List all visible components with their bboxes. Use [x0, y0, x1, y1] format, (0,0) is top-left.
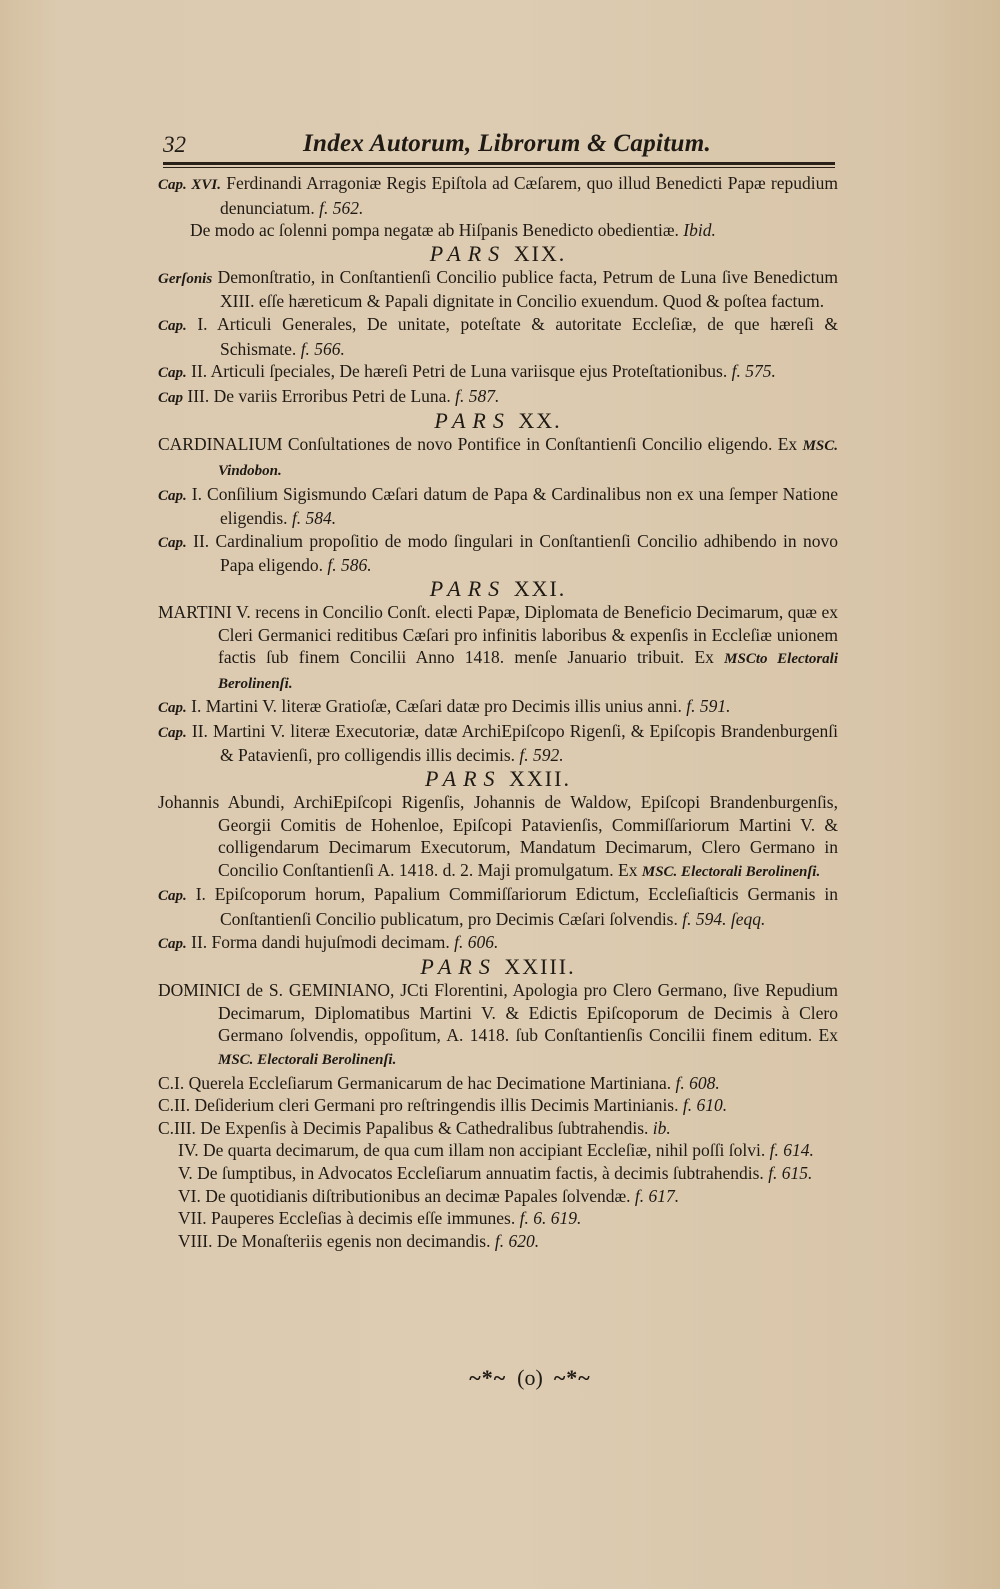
entry-text: V. De ſumptibus, in Advocatos Eccleſiarum annuatim factis, à decimis ſubtrahendis.: [178, 1162, 764, 1183]
chapter-entry: [158, 313, 838, 360]
chapter-entry: [158, 266, 838, 313]
part-heading: [158, 955, 838, 979]
chapter-label: Cap.: [158, 935, 187, 952]
index-entry: [158, 601, 838, 695]
entry-text: I. Epiſcoporum horum, Papalium Commiſſariorum Edictum, Eccleſiaſticis Germanis in Conſtantienſi Concilio publicatum, pro Decimis Cæſari ſolvendis.: [195, 884, 839, 930]
folio-reference: f. 562.: [319, 197, 364, 218]
running-title: Index Autorum, Librorum & Capitum.: [303, 130, 711, 157]
folio-reference: f. 575.: [731, 361, 776, 382]
folio-reference: f. 584.: [291, 508, 337, 529]
chapter-entry: [158, 695, 838, 720]
folio-reference: f. 608.: [675, 1072, 720, 1093]
running-head: [163, 130, 833, 160]
index-entry: [158, 433, 838, 482]
chapter-entry: [158, 1185, 838, 1208]
chapter-label: Cap.: [158, 487, 187, 504]
entry-text: II. Forma dandi hujuſmodi decimam.: [191, 931, 450, 952]
chapter-entry: [158, 1230, 838, 1253]
part-heading: [158, 767, 838, 791]
chapter-entry: [158, 931, 838, 956]
part-number: XIX.: [513, 240, 567, 266]
ornament-left-icon: ~*~: [469, 1365, 507, 1390]
head-rule-divider: [163, 162, 835, 168]
manuscript-source: MSC. Electorali Berolinenſi.: [641, 863, 821, 880]
chapter-label: Cap.: [158, 888, 187, 905]
chapter-entry: [158, 1139, 838, 1162]
folio-reference: f. 615.: [768, 1162, 813, 1183]
part-number: XXIII.: [504, 954, 576, 980]
chapter-entry: [158, 1094, 838, 1117]
entry-text: Ferdinandi Arragoniæ Regis Epiſtola ad Cæſarem, quo illud Benedicti Papæ repudium denunciatum.: [220, 173, 839, 218]
folio-reference: f. 591.: [686, 696, 731, 717]
chapter-entry: [158, 720, 838, 767]
folio-reference: f. 586.: [327, 555, 372, 576]
folio-reference: f. 587.: [455, 385, 500, 406]
entry-text: De modo ac ſolenni pompa negatæ ab Hiſpanis Benedicto obedientiæ.: [190, 220, 679, 241]
chapter-label: Cap.: [158, 365, 187, 382]
entry-text: I. Conſilium Sigismundo Cæſari datum de Papa & Cardinalibus non ex una ſemper Natione eligendis.: [191, 483, 838, 529]
manuscript-source: MSC. Vindobon.: [218, 438, 839, 479]
folio-reference: f. 6. 619.: [519, 1208, 582, 1229]
part-word: PARS: [425, 766, 502, 792]
part-heading: [158, 242, 838, 266]
folio-reference: f. 594. ſeqq.: [682, 909, 766, 930]
entry-text: Johannis Abundi, ArchiEpiſcopi Rigenſis, Johannis de Waldow, Epiſcopi Brandenburgenſis, Georgii Comitis de Hohenloe, Epiſcopi Patavienſis, Commiſſariorum Martini V. & colligendarum Decimarum Executorum, Mandatum Decimarum, Clero Germano in Concilio Conſtantienſi A. 1418. d. 2. Maji promulgatum. Ex: [158, 792, 838, 880]
entry-text: C.II. Deſiderium cleri Germani pro reſtringendis illis Decimis Martinianis.: [158, 1095, 679, 1116]
part-word: PARS: [420, 954, 497, 980]
entry-text: DOMINICI de S. GEMINIANO, JCti Florentini, Apologia pro Clero Germano, ſive Repudium Decimarum, Diplomatibus Martini V. & Edictis Epiſcoporum de Decimis à Clero Germano ſolvendis, oppoſitum, A. 1418. ſub Conſtantienſis Concilii finem editum. Ex: [158, 980, 838, 1046]
folio-reference: Ibid.: [683, 220, 716, 241]
folio-reference: ib.: [652, 1117, 671, 1138]
chapter-label: Cap.: [158, 700, 187, 717]
chapter-label: Cap.: [158, 724, 187, 741]
signature-mark: (o): [517, 1365, 543, 1390]
entry-text: I. Articuli Generales, De unitate, poteſtate & autoritate Eccleſiæ, de que hæreſi & Schismate.: [197, 313, 839, 359]
chapter-label: Cap. XVI.: [158, 177, 221, 193]
folio-reference: f. 617.: [634, 1185, 680, 1206]
folio-reference: f. 566.: [300, 338, 345, 359]
index-entry: [158, 791, 838, 883]
chapter-label: Cap: [158, 389, 184, 406]
chapter-label: Gerſonis: [158, 270, 213, 287]
entry-text: II. Articuli ſpeciales, De hæreſi Petri de Luna variisque ejus Proteſtationibus.: [191, 361, 728, 382]
entry-text: VI. De quotidianis diſtributionibus an decimæ Papales ſolvendæ.: [178, 1185, 631, 1206]
chapter-entry: [158, 360, 838, 385]
part-heading: [158, 577, 838, 601]
chapter-entry: [158, 172, 838, 219]
page-number: 32: [163, 132, 186, 157]
part-number: XXI.: [513, 575, 567, 601]
index-content: [158, 172, 838, 1252]
entry-text: III. De variis Erroribus Petri de Luna.: [187, 385, 451, 406]
part-word: PARS: [434, 408, 511, 434]
entry-text: II. Cardinalium propoſitio de modo ſingulari in Conſtantienſi Concilio adhibendo in novo Papa eligendo.: [193, 530, 838, 576]
entry-text: VIII. De Monaſteriis egenis non decimandis.: [178, 1230, 491, 1251]
folio-reference: f. 606.: [454, 931, 499, 952]
entry-text: CARDINALIUM Conſultationes de novo Pontifice in Conſtantienſi Concilio eligendo. Ex: [158, 434, 798, 455]
entry-text: MARTINI V. recens in Concilio Conſt. electi Papæ, Diplomata de Beneficio Decimarum, quæ ex Cleri Germanici reditibus Cæſari pro infinitis laboribus & expenſis in Eccleſiæ unionem factis ſub finem Concilii Anno 1418. menſe Januario tribuit. Ex: [158, 601, 838, 668]
folio-reference: f. 592.: [519, 745, 564, 766]
chapter-entry: [158, 883, 838, 930]
ornament-right-icon: ~*~: [553, 1365, 591, 1390]
manuscript-source: MSC. Electorali Berolinenſi.: [218, 1052, 397, 1068]
chapter-entry: [158, 219, 838, 242]
chapter-entry: [158, 1072, 838, 1095]
chapter-label: Cap.: [158, 317, 187, 334]
chapter-entry: [158, 385, 838, 410]
part-word: PARS: [429, 575, 507, 601]
entry-text: Demonſtratio, in Conſtantienſi Concilio publice facta, Petrum de Luna ſive Benedictum XIII. eſſe hæreticum & Papali dignitate in Concilio exuendum. Quod & poſtea factum.: [217, 266, 838, 312]
entry-text: I. Martini V. literæ Gratioſæ, Cæſari datæ pro Decimis illis unius anni.: [191, 696, 682, 717]
entry-text: II. Martini V. literæ Executoriæ, datæ ArchiEpiſcopo Rigenſi, & Epiſcopis Brandenburgenſi & Patavienſi, pro colligendis illis decimis.: [191, 720, 839, 766]
chapter-entry: [158, 530, 838, 577]
chapter-entry: [158, 1117, 838, 1140]
entry-text: C.I. Querela Eccleſiarum Germanicarum de hac Decimatione Martiniana.: [158, 1072, 672, 1093]
manuscript-source: MSCto Electorali Berolinenſi.: [218, 651, 839, 692]
part-word: PARS: [429, 240, 507, 266]
chapter-entry: [158, 1207, 838, 1230]
part-heading: [158, 409, 838, 433]
entry-text: IV. De quarta decimarum, de qua cum illam non accipiant Eccleſiæ, nihil poſſi ſolvi.: [178, 1140, 766, 1161]
folio-reference: f. 620.: [494, 1230, 540, 1251]
chapter-label: Cap.: [158, 534, 187, 551]
chapter-entry: [158, 483, 838, 530]
entry-text: VII. Pauperes Eccleſias à decimis eſſe immunes.: [178, 1208, 516, 1229]
entry-text: C.III. De Expenſis à Decimis Papalibus & Cathedralibus ſubtrahendis.: [158, 1117, 649, 1138]
index-entry: [158, 979, 838, 1071]
part-number: XXII.: [509, 766, 571, 792]
page-footer: [400, 1365, 660, 1391]
chapter-entry: [158, 1162, 838, 1185]
part-number: XX.: [518, 408, 562, 434]
folio-reference: f. 614.: [769, 1140, 814, 1161]
folio-reference: f. 610.: [682, 1095, 728, 1116]
